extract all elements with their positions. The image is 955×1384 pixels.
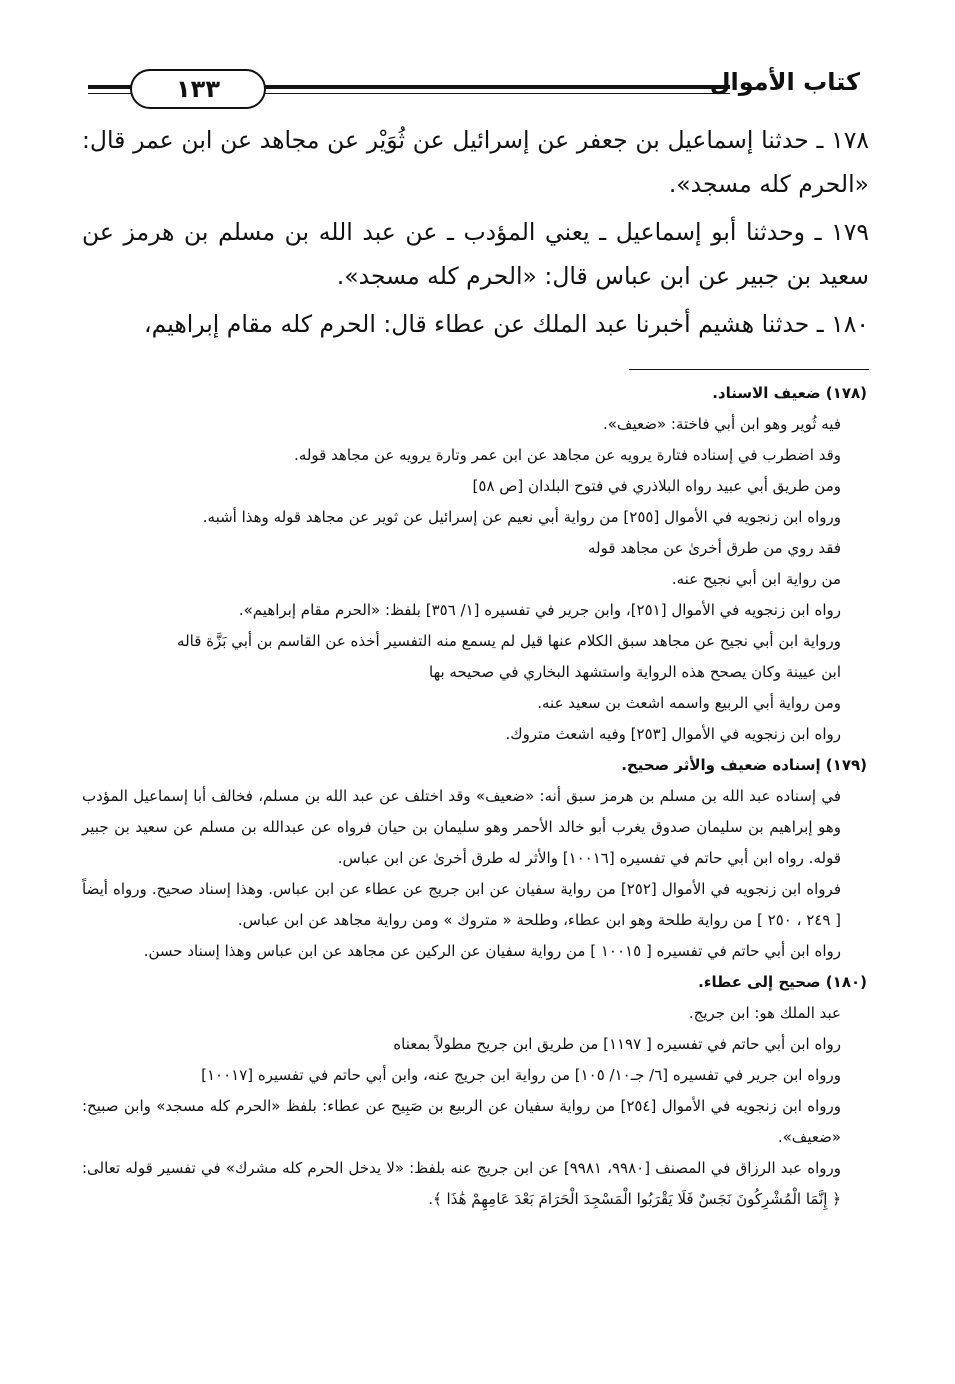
footnotes xyxy=(82,378,867,1215)
note-paragraph: ورواه عبد الرزاق في المصنف [٩٩٨٠، ٩٩٨١] عن ابن جريج عنه بلفظ: «لا يدخل الحرم كله مشرك» في تفسير قوله تعالى: ﴿ إِنَّمَا الْمُشْرِكُونَ نَجَسٌ فَلَا يَقْرَبُوا الْمَسْجِدَ الْحَرَامَ بَعْدَ عَامِهِمْ هَٰذَا ﴾. xyxy=(82,1159,841,1208)
hadith-178: ١٧٨ ـ حدثنا إسماعيل بن جعفر عن إسرائيل عن ثُوَيْر عن مجاهد عن ابن عمر قال: «الحرم كله مسجد». xyxy=(82,126,869,198)
note-line: من رواية ابن أبي نجيح عنه. xyxy=(671,570,841,588)
note-paragraph: رواه ابن أبي حاتم في تفسيره [ ١٠٠١٥ ] من رواية سفيان عن الركين عن مجاهد عن ابن عباس وهذا إسناد حسن. xyxy=(143,942,841,960)
page-header xyxy=(88,62,860,118)
note-180-heading: (١٨٠) صحيح إلى عطاء. xyxy=(698,973,867,991)
note-line: رواه ابن زنجويه في الأموال [٢٥١]، وابن جرير في تفسيره [١/ ٣٥٦] بلفظ: «الحرم مقام إبراهيم». xyxy=(238,601,841,619)
footnote-separator xyxy=(629,369,869,370)
note-line: رواه ابن أبي حاتم في تفسيره [ ١١٩٧] من طريق ابن جريح مطولاً بمعناه xyxy=(393,1035,841,1053)
note-line: ابن عيينة وكان يصحح هذه الرواية واستشهد البخاري في صحيحه بها xyxy=(429,663,841,681)
note-179-heading: (١٧٩) إسناده ضعيف والأثر صحيح. xyxy=(621,756,867,774)
note-line: ورواية ابن أبي نجيح عن مجاهد سبق الكلام عنها قيل لم يسمع منه التفسير أخذه عن القاسم بن أبي بَزَّة قاله xyxy=(177,632,841,650)
note-line: ومن رواية أبي الربيع واسمه اشعث بن سعيد عنه. xyxy=(537,694,841,712)
page-number: ١٣٣ xyxy=(130,69,266,109)
book-title: كتاب الأموال xyxy=(709,68,860,96)
hadith-179: ١٧٩ ـ وحدثنا أبو إسماعيل ـ يعني المؤدب ـ عن عبد الله بن مسلم بن هرمز عن سعيد بن جبير عن ابن عباس قال: «الحرم كله مسجد». xyxy=(82,218,869,290)
note-line: ومن طريق أبي عبيد رواه البلاذري في فتوح البلدان [ص ٥٨] xyxy=(472,477,841,495)
main-text xyxy=(82,118,869,350)
note-paragraph: ورواه ابن زنجويه في الأموال [٢٥٤] من رواية سفيان عن الربيع بن صَبِيح عن عطاء: بلفظ «الحرم كله مسجد» وابن صبيح: «ضعيف». xyxy=(82,1097,841,1146)
note-line: فيه ثُوير وهو ابن أبي فاختة: «ضعيف». xyxy=(602,415,841,433)
note-line: وقد اضطرب في إسناده فتارة يرويه عن مجاهد عن ابن عمر وتارة يرويه عن مجاهد قوله. xyxy=(294,446,841,464)
note-line: فقد روي من طرق أخرىٰ عن مجاهد قوله xyxy=(588,539,841,557)
note-line: ورواه ابن جرير في تفسيره [٦/ جـ١٠/ ١٠٥] من رواية ابن جريج عنه، وابن أبي حاتم في تفسيره [١٠٠١٧] xyxy=(201,1066,841,1084)
note-line: ورواه ابن زنجويه في الأموال [٢٥٥] من رواية أبي نعيم عن إسرائيل عن ثوير عن مجاهد قوله وهذا أشبه. xyxy=(202,508,841,526)
note-line: عبد الملك هو: ابن جريج. xyxy=(688,1004,841,1022)
note-paragraph: في إسناده عبد الله بن مسلم بن هرمز سبق أنه: «ضعيف» وقد اختلف عن عبد الله بن مسلم، فخالف أبا إسماعيل المؤدب وهو إبراهيم بن سليمان صدوق يغرب أبو خالد الأحمر وهو سليمان بن حيان فرواه عن عبدالله بن مسلم عن سعيد بن جبير قوله. رواه ابن أبي حاتم في تفسيره [١٠٠١٦] والأثر له طرق أخرىٰ عن ابن عباس. xyxy=(82,787,841,867)
note-178-heading: (١٧٨) ضعيف الاسناد. xyxy=(712,384,867,402)
note-line: رواه ابن زنجويه في الأموال [٢٥٣] وفيه اشعث متروك. xyxy=(505,725,841,743)
hadith-180: ١٨٠ ـ حدثنا هشيم أخبرنا عبد الملك عن عطاء قال: الحرم كله مقام إبراهيم، xyxy=(144,310,869,338)
note-paragraph: فرواه ابن زنجويه في الأموال [٢٥٢] من رواية سفيان عن ابن جريج عن عطاء عن ابن عباس. وهذا إسناد صحيح. ورواه أيضاً [ ٢٤٩ ، ٢٥٠ ] من رواية طلحة وهو ابن عطاء، وطلحة « متروك » ومن رواية مجاهد عن ابن عباس. xyxy=(82,880,842,929)
